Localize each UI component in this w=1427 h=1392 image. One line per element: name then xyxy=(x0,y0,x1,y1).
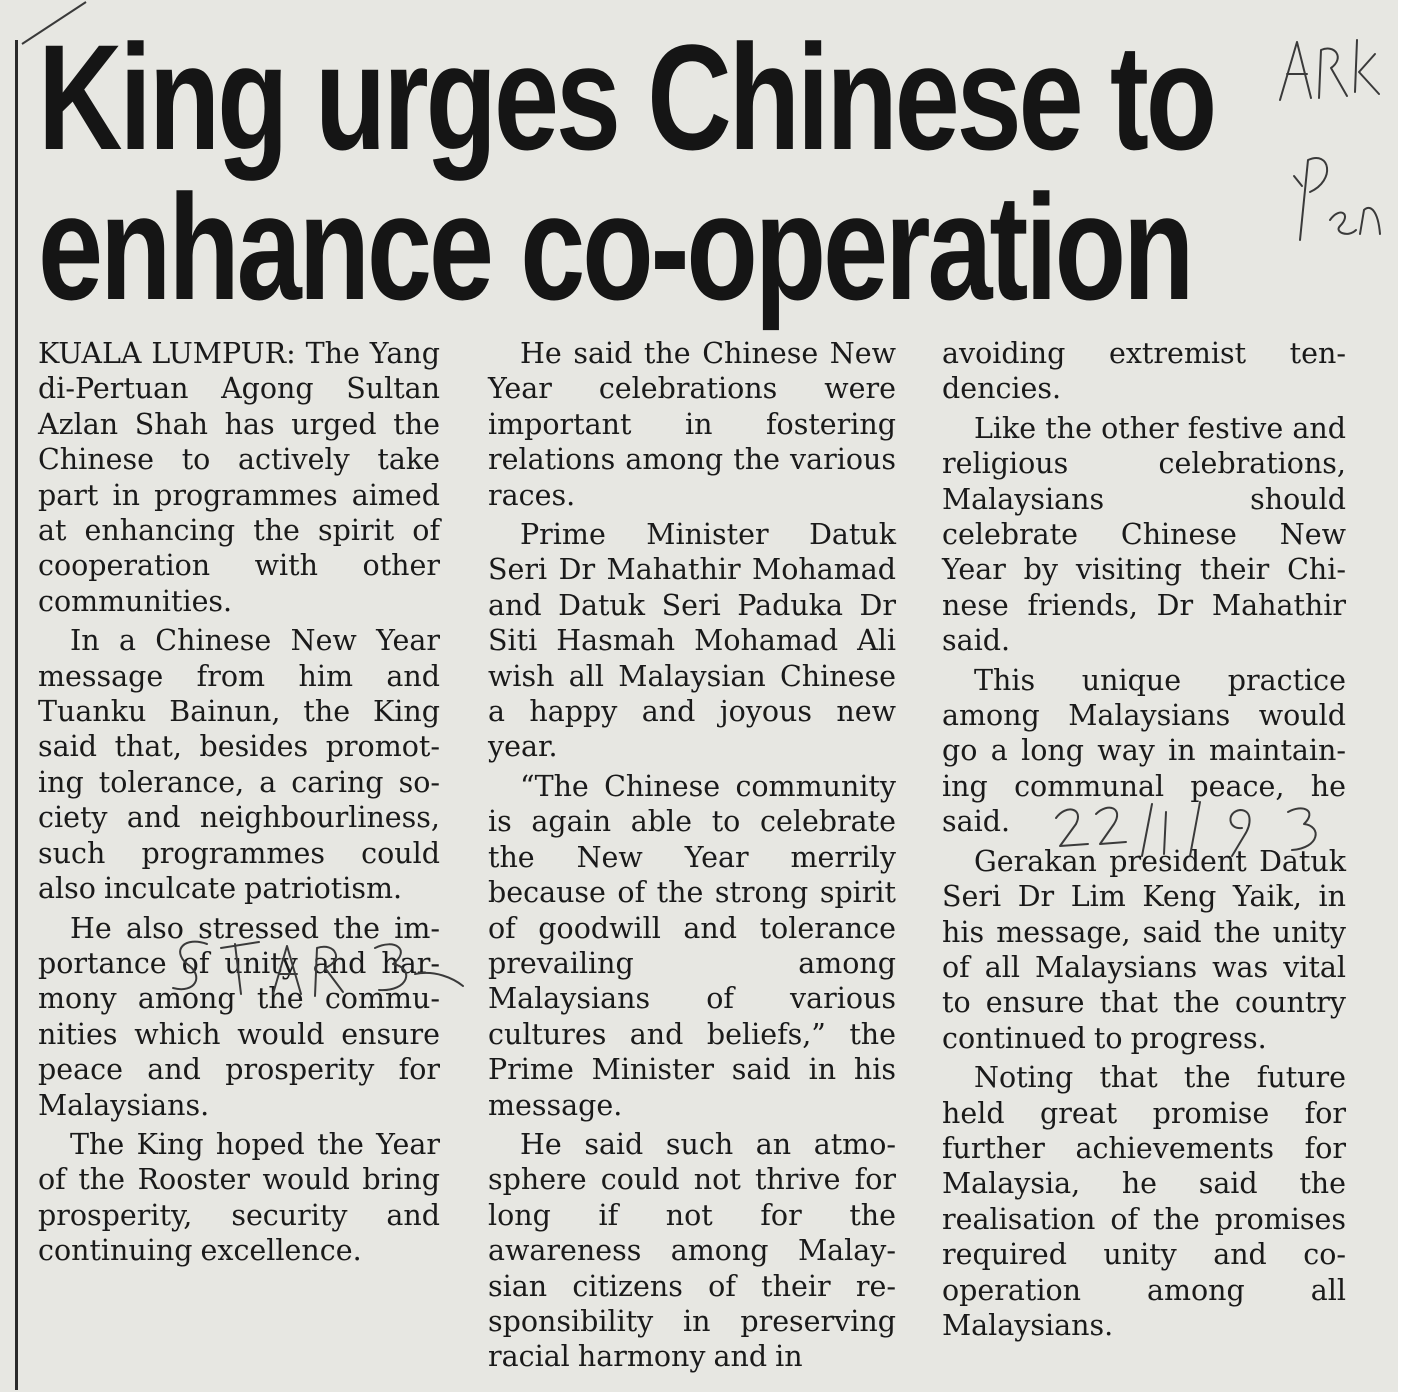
article-paragraph: This unique practice among Malaysians would go a long way in maintaining communal peace, he said. xyxy=(942,663,1346,839)
handwritten-note-pen xyxy=(1290,140,1390,250)
article-paragraph: Like the other festive and religious celebrations, Malaysians should celebrate Chinese New Year by visiting their Chinese friends, Dr Mahathir said. xyxy=(942,411,1346,658)
article-paragraph: In a Chinese New Year message from him and Tuanku Bainun, the King said that, besides promoting tolerance, a caring society and neighbourliness, such programmes could also inculcate patriotism. xyxy=(38,624,440,906)
headline-line-1: King urges Chinese to xyxy=(38,13,1215,181)
handwritten-note-ark xyxy=(1275,30,1385,105)
handwritten-note-star xyxy=(165,930,470,1010)
article-paragraph: KUALA LUMPUR: The Yang di-Pertuan Agong Sultan Azlan Shah has urged the Chinese to actively take part in programmes aimed at enhancing the spirit of cooperation with other communities. xyxy=(38,337,440,618)
article-paragraph: avoiding extremist tendencies. xyxy=(942,337,1346,406)
article-column-1 xyxy=(38,336,440,1273)
article-paragraph: Prime Minister Datuk Seri Dr Mahathir Mohamad and Datuk Seri Paduka Dr Siti Hasmah Mohamad Ali wish all Malaysian Chinese a happy and joyous new year. xyxy=(488,518,896,764)
page-margin xyxy=(1398,0,1427,1392)
article-paragraph: “The Chinese community is again able to celebrate the New Year merrily because of the strong spirit of goodwill and tolerance prevailing among Malaysians of various cultures and beliefs,” the Prime Minister said in his message. xyxy=(488,769,896,1122)
article-column-2 xyxy=(488,336,896,1379)
headline xyxy=(38,13,1215,331)
article-paragraph: He said such an atmosphere could not thrive for long if not for the awareness among Malaysian citizens of their responsibility in preserving racial harmony and in xyxy=(488,1127,896,1374)
column-rule xyxy=(15,40,18,1390)
handwritten-date xyxy=(1052,800,1342,860)
article-paragraph: He said the Chinese New Year celebrations were important in fostering relations among the various races. xyxy=(488,337,896,512)
article-paragraph: Gerakan president Datuk Seri Dr Lim Keng Yaik, in his message, said the unity of all Malaysians was vital to ensure that the country continued to progress. xyxy=(942,844,1346,1055)
article-paragraph: He also stressed the importance of unity and harmony among the communities which would ensure peace and prosperity for Malaysians. xyxy=(38,911,440,1122)
article-paragraph: Noting that the future held great promise for further achievements for Malaysia, he said the realisation of the promises required unity and co-operation among all Malaysians. xyxy=(942,1061,1346,1342)
article-paragraph: The King hoped the Year of the Rooster would bring prosperity, security and continuing excellence. xyxy=(38,1127,440,1268)
headline-line-2: enhance co-operation xyxy=(38,163,1192,331)
